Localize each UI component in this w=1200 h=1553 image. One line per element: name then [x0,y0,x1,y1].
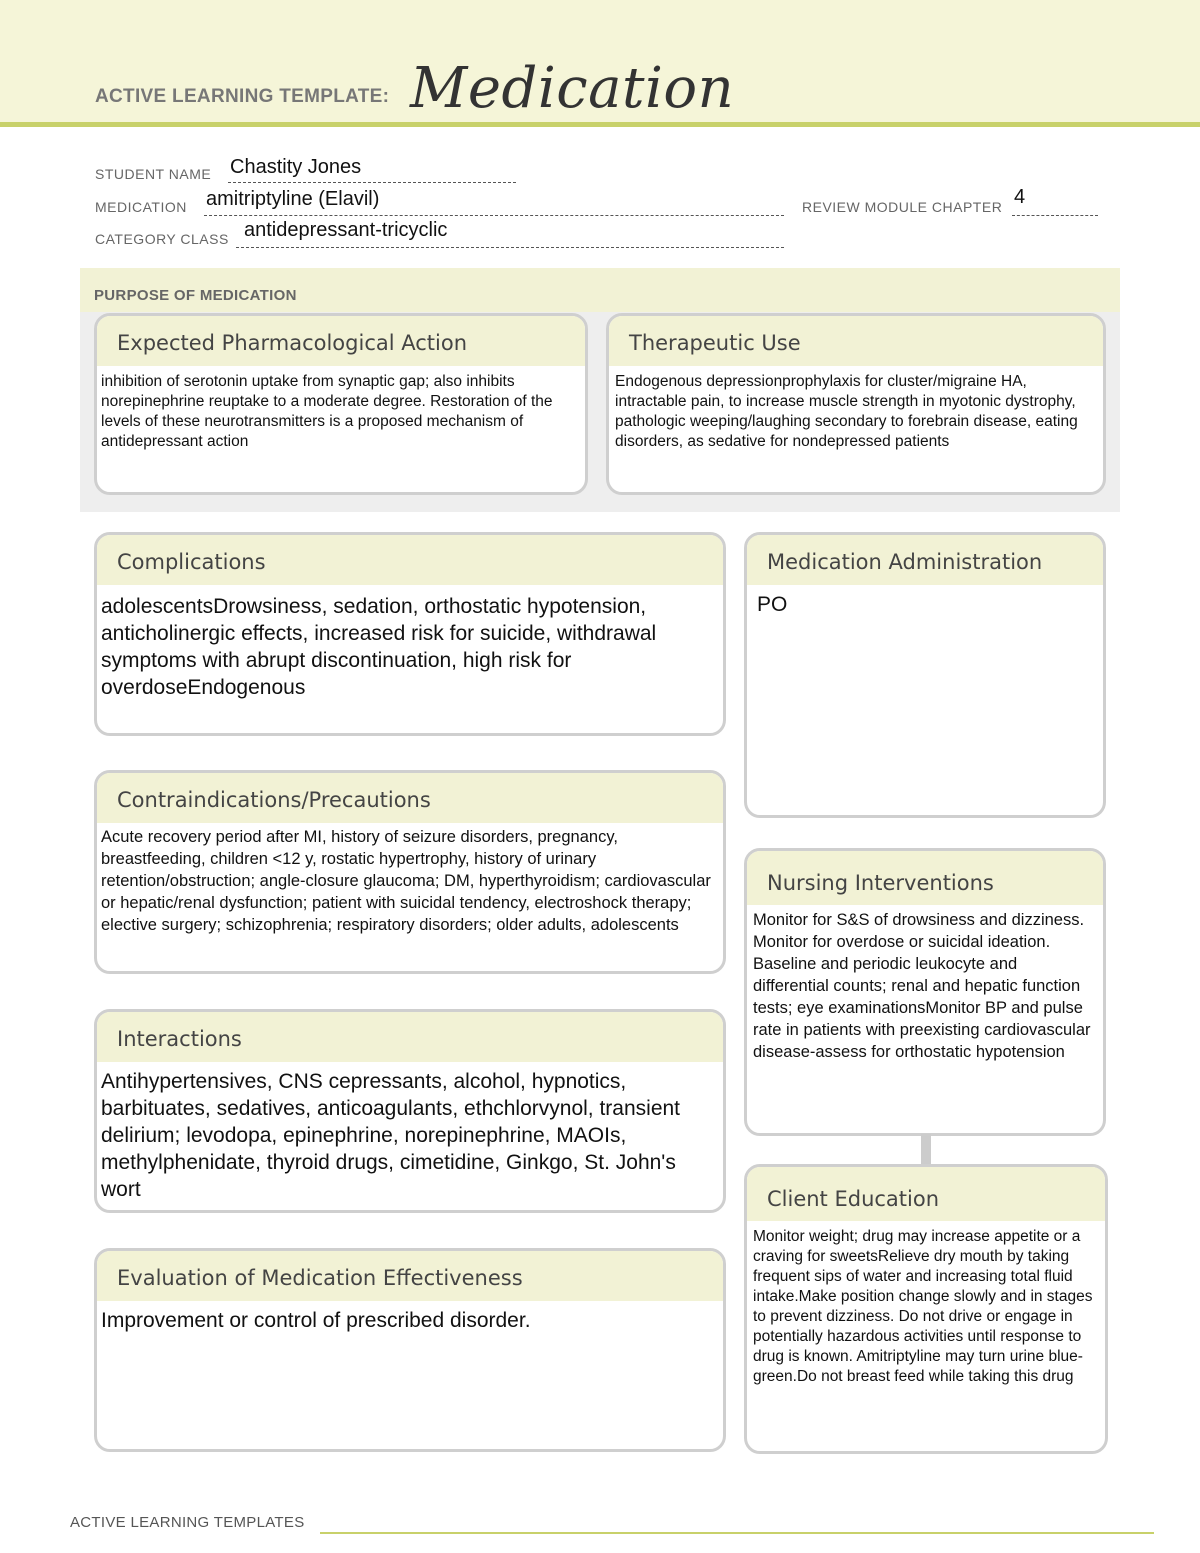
purpose-title: PURPOSE OF MEDICATION [94,287,297,304]
complications-box [94,532,726,736]
therapeutic-use-text[interactable]: Endogenous depressionprophylaxis for cluster/migraine HA, intractable pain, to increase muscle strength in myotonic dystrophy, pathologic weeping/laughing secondary to forebrain disease, eating disorders, as sedative for nondepressed patients [615,373,1078,450]
footer-divider [320,1532,1154,1534]
administration-box [744,532,1106,818]
nursing-interventions-box [744,848,1106,1136]
complications-text[interactable]: adolescentsDrowsiness, sedation, orthostatic hypotension, anticholinergic effects, increased risk for suicide, withdrawal symptoms with abrupt discontinuation, high risk for overdoseEndogenous [101,595,657,699]
interactions-box [94,1009,726,1213]
client-education-text[interactable]: Monitor weight; drug may increase appetite or a craving for sweetsRelieve dry mouth by taking frequent sips of water and increasing total fluid intake.Make position change slowly and in stages to prevent dizziness. Do not drive or engage in potentially hazardous activities until response to drug is known. Amitriptyline may turn urine blue-green.Do not breast feed while taking this drug [753,1228,1093,1385]
box-connector [921,1134,931,1166]
administration-text[interactable]: PO [757,593,788,616]
category-class-field[interactable]: antidepressant-tricyclic [244,219,448,241]
expected-action-heading: Expected Pharmacological Action [97,316,585,366]
nursing-interventions-heading: Nursing Interventions [747,851,1103,905]
review-chapter-line [1012,215,1098,216]
student-name-label: STUDENT NAME [95,166,212,182]
student-name-field[interactable]: Chastity Jones [230,156,362,178]
student-name-line [228,182,516,183]
contraindications-heading: Contraindications/Precautions [97,773,723,823]
evaluation-box [94,1248,726,1452]
medication-line [204,215,784,216]
expected-action-text[interactable]: inhibition of serotonin uptake from synaptic gap; also inhibits norepinephrine reuptake to a moderate degree. Restoration of the levels of these neurotransmitters is a proposed mechanism of antidepressant action [101,373,553,450]
contraindications-box [94,770,726,974]
page-title: Medication [410,56,735,121]
complications-heading: Complications [97,535,723,585]
contraindications-text[interactable]: Acute recovery period after MI, history of seizure disorders, pregnancy, breastfeeding, children <12 y, rostatic hypertrophy, history of urinary retention/obstruction; angle-closure glaucoma; DM, hyperthyroidism; cardiovascular or hepatic/renal dysfunction; patient with suicidal tendency, electroshock therapy; elective surgery; schizophrenia; respiratory disorders; older adults, adolescents [101,828,711,934]
category-class-line [236,247,784,248]
interactions-text[interactable]: Antihypertensives, CNS cepressants, alcohol, hypnotics, barbituates, sedatives, anticoagulants, ethchlorvynol, transient delirium; levodopa, epinephrine, norepinephrine, MAOIs, methylphenidate, thyroid drugs, cimetidine, Ginkgo, St. John's wort [101,1070,681,1201]
evaluation-heading: Evaluation of Medication Effectiveness [97,1251,723,1301]
evaluation-text[interactable]: Improvement or control of prescribed disorder. [101,1309,531,1332]
template-label: ACTIVE LEARNING TEMPLATE: [95,86,390,107]
therapeutic-use-heading: Therapeutic Use [609,316,1103,366]
footer-label: ACTIVE LEARNING TEMPLATES [70,1514,305,1531]
client-education-box [744,1164,1108,1454]
administration-heading: Medication Administration [747,535,1103,585]
nursing-interventions-text[interactable]: Monitor for S&S of drowsiness and dizziness. Monitor for overdose or suicidal ideation. Baseline and periodic leukocyte and differential counts; renal and hepatic function tests; eye examinationsMonitor BP and pulse rate in patients with preexisting cardiovascular disease-assess for orthostatic hypotension [753,911,1091,1061]
medication-label: MEDICATION [95,199,187,215]
review-chapter-field[interactable]: 4 [1014,186,1026,208]
client-education-heading: Client Education [747,1167,1105,1221]
medication-field[interactable]: amitriptyline (Elavil) [206,188,380,210]
expected-action-box [94,313,588,495]
therapeutic-use-box [606,313,1106,495]
category-class-label: CATEGORY CLASS [95,231,229,247]
interactions-heading: Interactions [97,1012,723,1062]
review-chapter-label: REVIEW MODULE CHAPTER [802,199,1003,215]
header-divider [0,122,1200,127]
